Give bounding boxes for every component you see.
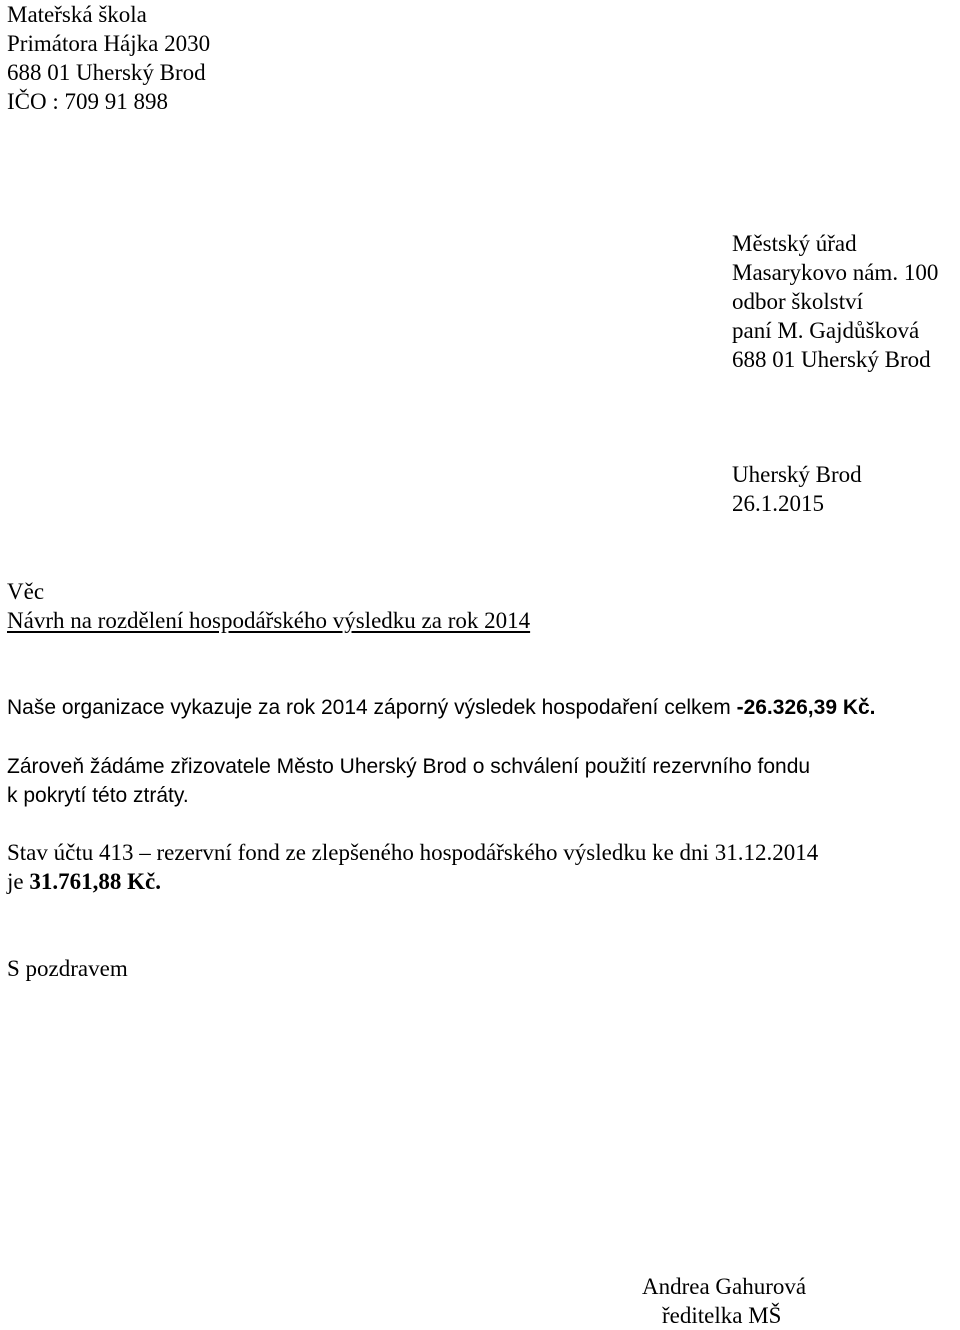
paragraph-request-line2: k pokrytí této ztráty. bbox=[7, 784, 189, 807]
sender-city: 688 01 Uherský Brod bbox=[7, 60, 206, 85]
paragraph-result-text: Naše organizace vykazuje za rok 2014 záporný výsledek hospodaření celkem bbox=[7, 696, 737, 719]
subject-block bbox=[7, 577, 530, 635]
sender-ico: IČO : 709 91 898 bbox=[7, 89, 168, 114]
signature-role: ředitelka MŠ bbox=[662, 1303, 782, 1328]
greeting: S pozdravem bbox=[7, 956, 128, 981]
result-amount: -26.326,39 Kč. bbox=[736, 696, 876, 719]
recipient-office: Městský úřad bbox=[732, 231, 857, 256]
letter-place: Uherský Brod bbox=[732, 462, 862, 487]
paragraph-request-line1: Zároveň žádáme zřizovatele Město Uherský Brod o schválení použití rezervního fondu bbox=[7, 755, 811, 778]
recipient-city: 688 01 Uherský Brod bbox=[732, 347, 931, 372]
recipient-address bbox=[732, 229, 938, 374]
fund-amount: 31.761,88 Kč. bbox=[29, 869, 161, 894]
paragraph-fund-prefix: je bbox=[7, 869, 30, 894]
letter-date: 26.1.2015 bbox=[732, 491, 824, 516]
subject-label: Věc bbox=[7, 579, 45, 604]
sender-name: Mateřská škola bbox=[7, 2, 147, 27]
paragraph-result bbox=[7, 693, 876, 722]
paragraph-request bbox=[7, 752, 810, 810]
paragraph-fund-line1: Stav účtu 413 – rezervní fond ze zlepšeného hospodářského výsledku ke dni 31.12.2014 bbox=[7, 840, 819, 865]
paragraph-fund-balance bbox=[7, 838, 818, 896]
sender-address bbox=[7, 0, 210, 116]
paragraph-fund-line2 bbox=[7, 867, 818, 896]
sender-street: Primátora Hájka 2030 bbox=[7, 31, 211, 56]
recipient-person: paní M. Gajdůšková bbox=[732, 318, 920, 343]
subject-title: Návrh na rozdělení hospodářského výsledku za rok 2014 bbox=[7, 608, 531, 633]
recipient-department: odbor školství bbox=[732, 289, 863, 314]
signature-name: Andrea Gahurová bbox=[642, 1274, 807, 1299]
place-and-date bbox=[732, 460, 862, 518]
signature-block bbox=[642, 1272, 806, 1330]
recipient-street: Masarykovo nám. 100 bbox=[732, 260, 939, 285]
